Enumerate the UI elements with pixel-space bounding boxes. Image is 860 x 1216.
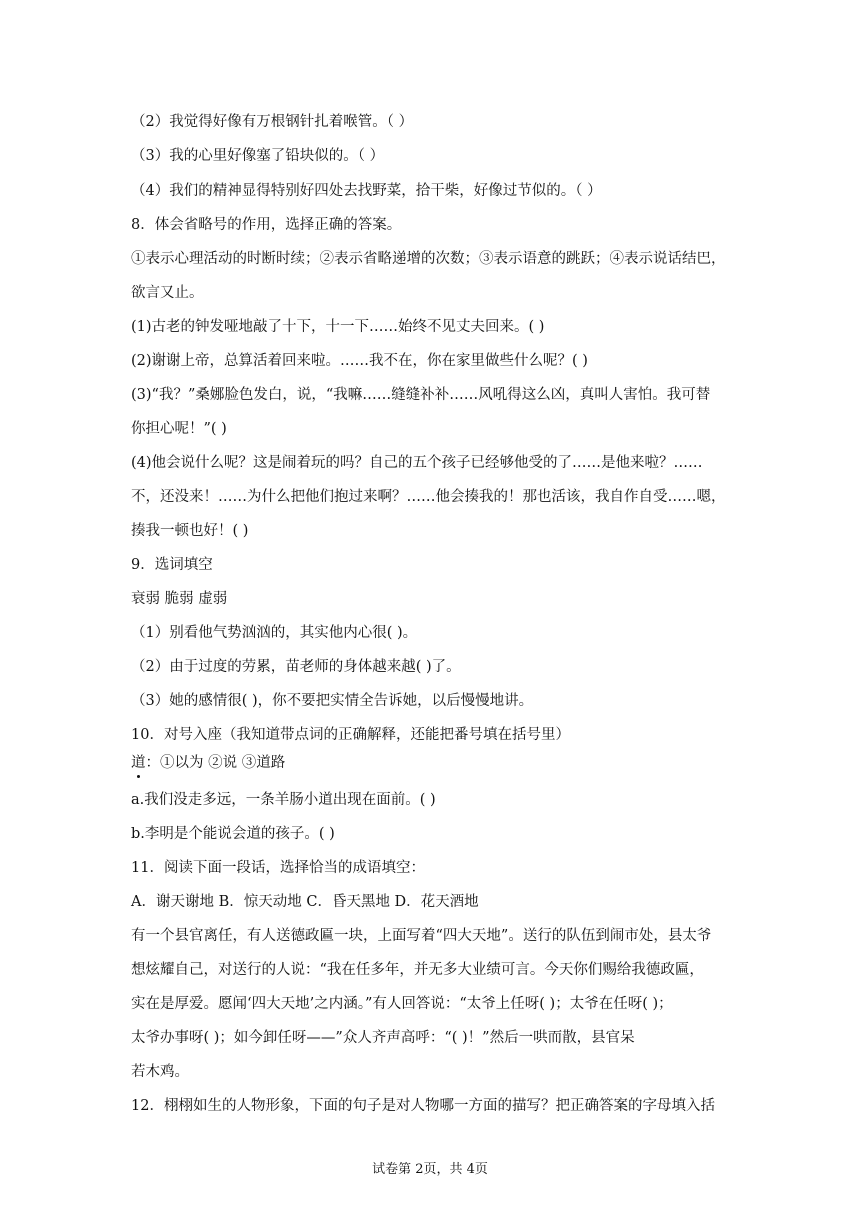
q11-heading: 11．阅读下面一段话，选择恰当的成语填空： [131,860,425,876]
q8-options-line2: 欲言又止。 [131,285,204,301]
q8-item-2: (2)谢谢上帝，总算活着回来啦。……我不在，你在家里做些什么呢？( ) [131,353,588,369]
q8-item-4-line2: 不，还没来！……为什么把他们抱过来啊？……他会揍我的！那也活该，我自作自受……嗯， [131,489,726,505]
q8-item-1: (1)古老的钟发哑地敲了十下，十一下……始终不见丈夫回来。( ) [131,319,545,335]
q8-heading: 8．体会省略号的作用，选择正确的答案。 [131,217,402,233]
q8-item-3-line1: (3)“我？”桑娜脸色发白，说，“我嘛……缝缝补补……风吼得这么凶，真叫人害怕。我可替 [131,387,711,403]
q11-passage-line2: 想炫耀自己，对送行的人说：“我在任多年，并无多大业绩可言。今天你们赐给我德政匾， [131,962,704,978]
q7-item-4: （4）我们的精神显得特别好四处去找野菜，拾干柴，好像过节似的。（ ） [131,183,602,199]
q10-heading: 10．对号入座（我知道带点词的正确解释，还能把番号填在括号里） [131,727,570,743]
q9-word-choices: 衰弱 脆弱 虚弱 [131,591,228,607]
q8-item-4-line3: 揍我一顿也好！( ) [131,523,249,539]
q10-definitions-text: ：①以为 ②说 ③道路 [145,755,286,771]
q11-passage-line4: 太爷办事呀( )；如今卸任呀——”众人齐声高呼：“( )！”然后一哄而散，县官呆 [131,1030,635,1046]
q11-passage-line5: 若木鸡。 [131,1064,189,1080]
q10-item-b: b.李明是个能说会道的孩子。( ) [131,826,335,842]
q9-item-2: （2）由于过度的劳累，苗老师的身体越来越( )了。 [131,659,461,675]
q11-options: A．谢天谢地 B．惊天动地 C．昏天黑地 D．花天酒地 [131,894,479,910]
dotted-word: 道 [131,755,146,771]
q11-passage-line1: 有一个县官离任，有人送德政匾一块，上面写着“四大天地”。送行的队伍到闹市处，县太爷 [131,928,712,944]
q9-heading: 9．选词填空 [131,557,213,573]
q7-item-3: （3）我的心里好像塞了铅块似的。（ ） [131,148,385,164]
q8-options-line1: ①表示心理活动的时断时续；②表示省略递增的次数；③表示语意的跳跃；④表示说话结巴， [131,251,726,267]
q12-heading: 12．栩栩如生的人物形象，下面的句子是对人物哪一方面的描写？把正确答案的字母填入括 [131,1098,715,1114]
q8-item-4-line1: (4)他会说什么呢？这是闹着玩的吗？自己的五个孩子已经够他受的了……是他来啦？…… [131,455,703,471]
q10-definitions [131,753,285,773]
q11-passage-line3: 实在是厚爱。愿闻‘四大天地’之内涵。”有人回答说：“太爷上任呀( )；太爷在任呀( )； [131,996,673,1012]
q9-item-3: （3）她的感情很( )，你不要把实情全告诉她，以后慢慢地讲。 [131,693,534,709]
q10-item-a: a.我们没走多远，一条羊肠小道出现在面前。( ) [131,792,436,808]
q8-item-3-line2: 你担心呢！”( ) [131,421,227,437]
q7-item-2: （2）我觉得好像有万根钢针扎着喉管。（ ） [131,114,414,130]
q9-item-1: （1）别看他气势汹汹的，其实他内心很( )。 [131,625,418,641]
page-footer: 试卷第 2页，共 4页 [372,1162,488,1177]
